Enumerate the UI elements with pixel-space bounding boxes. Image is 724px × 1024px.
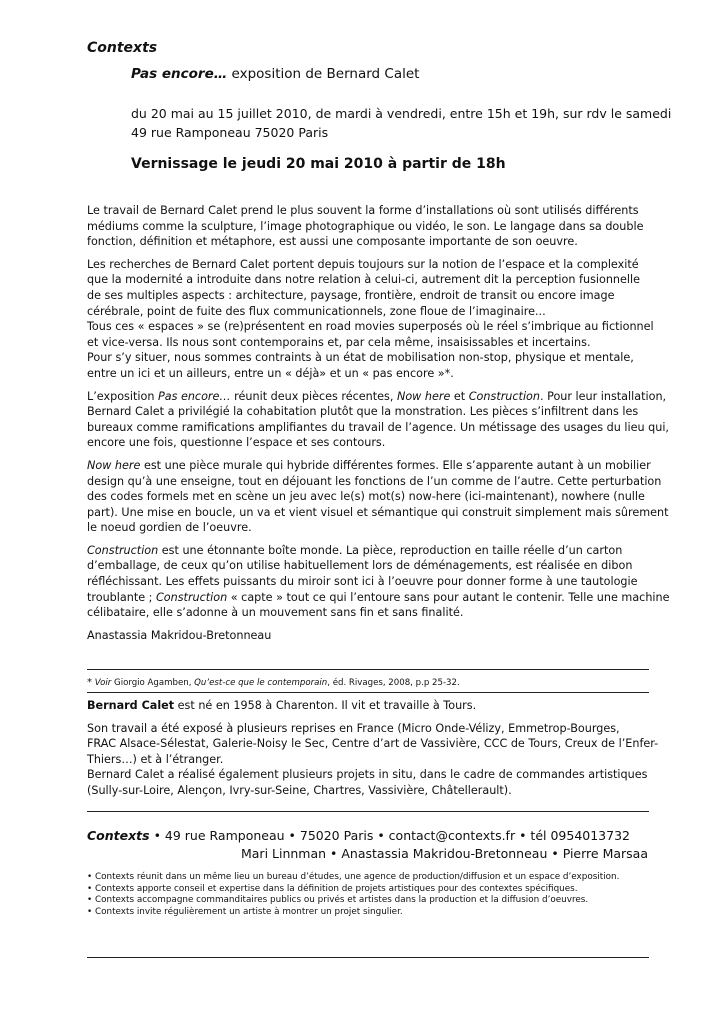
list-item: • Contexts apporte conseil et expertise dans la définition de projets artistiques pour des contextes spécifiques. — [87, 883, 578, 894]
paragraph-1 — [87, 203, 647, 250]
work-title: Construction — [87, 543, 159, 557]
list-item: • Contexts accompagne commanditaires publics ou privés et artistes dans la production et la diffusion d’oeuvres. — [87, 895, 589, 906]
footnote-text: Giorgio Agamben, — [111, 678, 195, 688]
text-line: le noeud gordien de l’oeuvre. — [87, 521, 252, 535]
text-run: L’exposition — [87, 389, 158, 403]
text-line: Bernard Calet a privilégié la cohabitation plutôt que la monstration. Les pièces s’infiltrent dans les — [87, 405, 639, 419]
author-name: Anastassia Makridou-Bretonneau — [87, 628, 272, 642]
text-run: troublante ; — [87, 590, 156, 604]
text-line: médiums comme la sculpture, l’image photographique ou vidéo, le son. Le langage dans sa double — [87, 219, 644, 233]
about-list — [87, 872, 619, 918]
text-run: est né en 1958 à Charenton. Il vit et travaille à Tours. — [174, 699, 477, 712]
contact-line — [87, 828, 630, 843]
list-item: • Contexts invite régulièrement un artiste à montrer un projet singulier. — [87, 906, 403, 917]
work-title: Construction — [155, 590, 228, 604]
divider — [87, 692, 649, 693]
paragraph-2 — [87, 257, 654, 382]
text-line: Bernard Calet a réalisé également plusieurs projets in situ, dans le cadre de commandes artistiques — [87, 768, 648, 782]
contact-details: • 49 rue Ramponeau • 75020 Paris • contact@contexts.fr • tél 0954013732 — [149, 828, 630, 843]
divider — [87, 669, 649, 670]
artist-bio — [87, 698, 659, 806]
footnote-text: , éd. Rivages, 2008, p.p 25-32. — [327, 678, 460, 688]
text-line: et vice-versa. Ils nous sont contemporains et, par cela même, insaisissables et incertains. — [87, 335, 591, 349]
team-line: Mari Linnman • Anastassia Makridou-Bretonneau • Pierre Marsaa — [240, 846, 648, 861]
text-line: (Sully-sur-Loire, Alençon, Ivry-sur-Seine, Chartres, Vassivière, Châtellerault). — [87, 783, 512, 797]
text-line: Le travail de Bernard Calet prend le plus souvent la forme d’installations où sont utilisés différents — [87, 204, 639, 217]
footnote-text: Voir — [92, 678, 112, 688]
brand-title: Contexts — [87, 40, 158, 56]
text-line: de ses multiples aspects : architecture, paysage, frontière, endroit de transit ou encore image — [87, 288, 615, 302]
list-item: • Contexts réunit dans un même lieu un bureau d’études, une agence de production/diffusion et un espace d’exposition. — [87, 872, 620, 882]
text-line — [87, 389, 667, 405]
work-title: Construction — [468, 389, 540, 403]
paragraph-4 — [87, 458, 669, 536]
text-run: est une pièce murale qui hybride différentes formes. Elle s’apparente autant à un mobilier — [140, 458, 651, 472]
artist-name: Bernard Calet — [87, 699, 175, 712]
exhibition-dates — [131, 104, 671, 142]
contact-brand: Contexts — [87, 828, 150, 843]
text-line — [87, 458, 651, 474]
text-line: célibataire, elle s’adonne à un mouvement sans fin et sans finalité. — [87, 606, 464, 620]
text-line — [87, 590, 670, 606]
text-line: d’emballage, de ceux qu’on utilise habituellement lors de déménagements, est réalisée en dibon — [87, 559, 633, 573]
text-line: Son travail a été exposé à plusieurs reprises en France (Micro Onde-Vélizy, Emmetrop-Bourges, — [87, 721, 620, 735]
address-line: 49 rue Ramponeau 75020 Paris — [131, 125, 329, 140]
bio-details — [87, 721, 659, 799]
text-line: cérébrale, point de fuite des flux communicationnels, zone floue de l’imaginaire... — [87, 304, 546, 318]
text-line: Les recherches de Bernard Calet portent depuis toujours sur la notion de l’espace et la complexité — [87, 257, 639, 271]
text-run: réunit deux pièces récentes, — [230, 389, 397, 403]
text-line: que la modernité a introduite dans notre relation à celui-ci, autrement dit la perception fusionnelle — [87, 273, 641, 287]
text-line: bureaux comme ramifications amplifiantes du travail de l’agence. Un métissage des usages du lieu qui, — [87, 420, 669, 434]
author-signature — [87, 628, 647, 644]
text-line: FRAC Alsace-Sélestat, Galerie-Noisy le Sec, Centre d’art de Vassivière, CCC de Tours, Creux de l’Enfer- — [87, 737, 659, 751]
text-line — [87, 698, 647, 714]
footnote — [87, 677, 460, 688]
main-text — [87, 203, 670, 650]
text-line: encore une fois, questionne l’espace et ses contours. — [87, 436, 386, 450]
work-title: Pas encore… — [157, 389, 231, 403]
exhibition-heading — [131, 66, 419, 82]
vernissage-heading: Vernissage le jeudi 20 mai 2010 à partir de 18h — [131, 156, 506, 172]
work-title: Now here — [87, 458, 141, 472]
text-line: part). Une mise en boucle, un va et vient visuel et sémantique qui construit simplement mais sûrement — [87, 505, 669, 519]
paragraph-3 — [87, 389, 669, 451]
paragraph-5 — [87, 543, 670, 621]
text-line: Thiers…) et à l’étranger. — [87, 752, 224, 766]
footnote-marker: * — [87, 677, 92, 688]
text-run: . Pour leur installation, — [539, 389, 667, 403]
text-line: des codes formels met en scène un jeu avec le(s) mot(s) now-here (ici-maintenant), nowhere (nulle — [87, 490, 645, 504]
work-title: Now here — [396, 389, 451, 403]
text-line: entre un ici et un ailleurs, entre un « déjà» et un « pas encore »*. — [87, 366, 454, 380]
text-line: réfléchissant. Les effets puissants du miroir sont ici à l’oeuvre pour donner forme à une tautologie — [87, 575, 638, 589]
text-run: « capte » tout ce qui l’entoure sans pour autant le contenir. Telle une machine — [227, 590, 670, 604]
divider — [87, 957, 649, 958]
text-line: design qu’à une enseigne, tout en déjouant les fonctions de l’un comme de l’autre. Cette perturbation — [87, 474, 662, 488]
divider — [87, 811, 649, 812]
exhibition-title: Pas encore… — [131, 66, 228, 82]
bio-intro — [87, 698, 647, 714]
footnote-book-title: Qu’est-ce que le contemporain — [194, 678, 328, 688]
text-line: Pour s’y situer, nous sommes contraints à un état de mobilisation non-stop, physique et mentale, — [87, 351, 634, 365]
text-run: est une étonnante boîte monde. La pièce, reproduction en taille réelle d’un carton — [158, 543, 623, 557]
exhibition-subtitle: exposition de Bernard Calet — [227, 66, 420, 82]
text-line: fonction, définition et métaphore, est aussi une composante importante de son oeuvre. — [87, 235, 578, 249]
dates-line: du 20 mai au 15 juillet 2010, de mardi à vendredi, entre 15h et 19h, sur rdv le samedi — [131, 106, 672, 121]
text-run: et — [450, 389, 469, 403]
text-line: Tous ces « espaces » se (re)présentent en road movies superposés où le réel s’imbrique au fictionnel — [87, 320, 654, 334]
text-line — [87, 543, 647, 559]
